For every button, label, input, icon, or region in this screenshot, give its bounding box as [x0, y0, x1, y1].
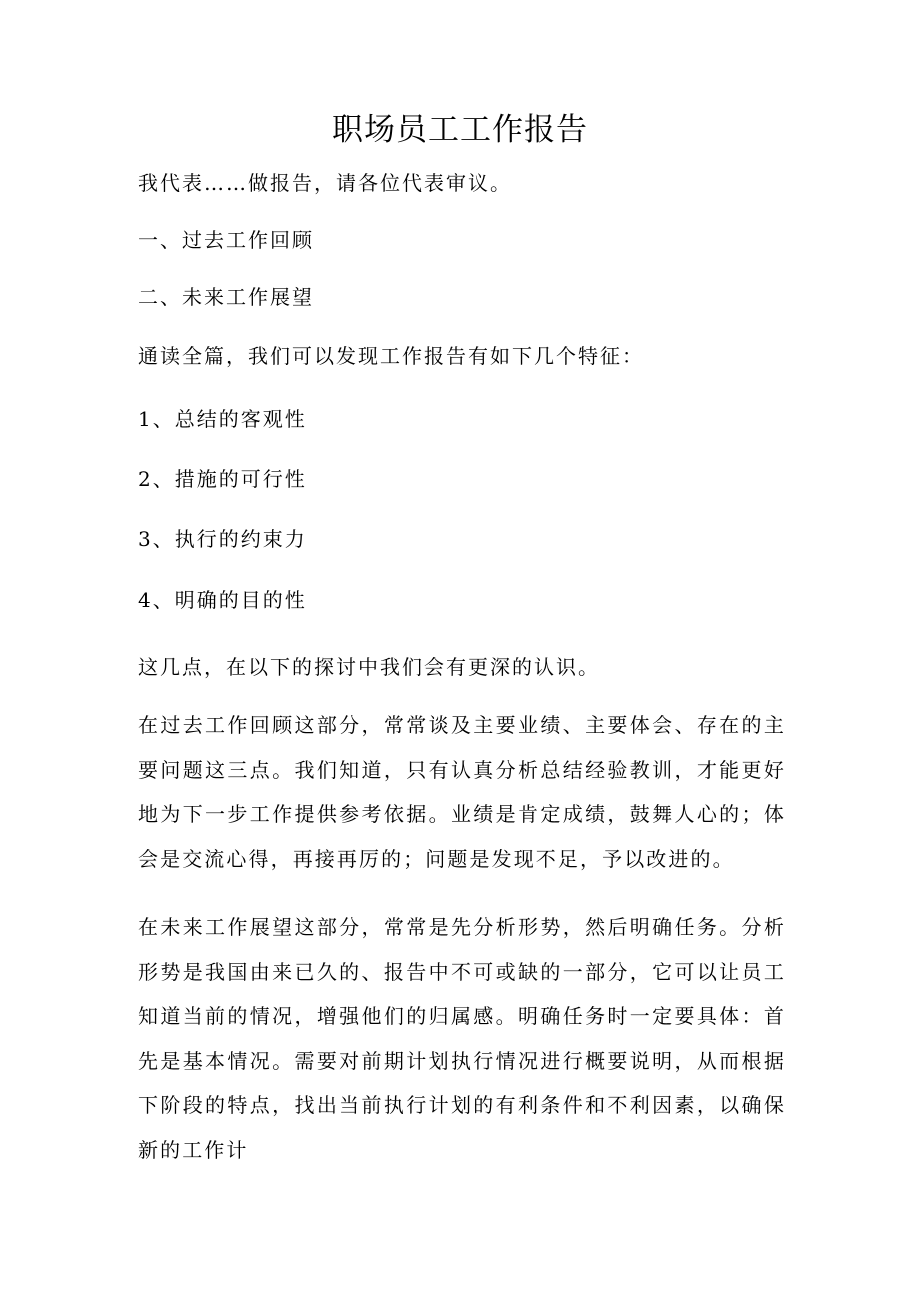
section-heading-review: 一、过去工作回顾 — [138, 228, 314, 252]
intro-line: 我代表……做报告，请各位代表审议。 — [138, 171, 512, 195]
feature-item-1: 1、总结的客观性 — [138, 407, 307, 431]
feature-item-3: 3、执行的约束力 — [138, 527, 307, 551]
paragraph-outlook: 在未来工作展望这部分，常常是先分析形势，然后明确任务。分析形势是我国由来已久的、报告中不可或缺的一部分，它可以让员工知道当前的情况，增强他们的归属感。明确任务时一定要具体：首先是基本情况。需要对前期计划执行情况进行概要说明，从而根据下阶段的特点，找出当前执行计划的有利条件和不利因素，以确保新的工作计 — [138, 915, 786, 1162]
document-title: 职场员工工作报告 — [332, 112, 588, 148]
paragraph-review: 在过去工作回顾这部分，常常谈及主要业绩、主要体会、存在的主要问题这三点。我们知道，只有认真分析总结经验教训，才能更好地为下一步工作提供参考依据。业绩是肯定成绩，鼓舞人心的；体会是交流心得，再接再厉的；问题是发现不足，予以改进的。 — [138, 713, 786, 871]
transition-line: 这几点，在以下的探讨中我们会有更深的认识。 — [138, 655, 600, 679]
feature-item-2: 2、措施的可行性 — [138, 467, 307, 491]
feature-item-4: 4、明确的目的性 — [138, 588, 307, 612]
section-heading-outlook: 二、未来工作展望 — [138, 285, 314, 309]
features-intro: 通读全篇，我们可以发现工作报告有如下几个特征： — [138, 344, 644, 368]
